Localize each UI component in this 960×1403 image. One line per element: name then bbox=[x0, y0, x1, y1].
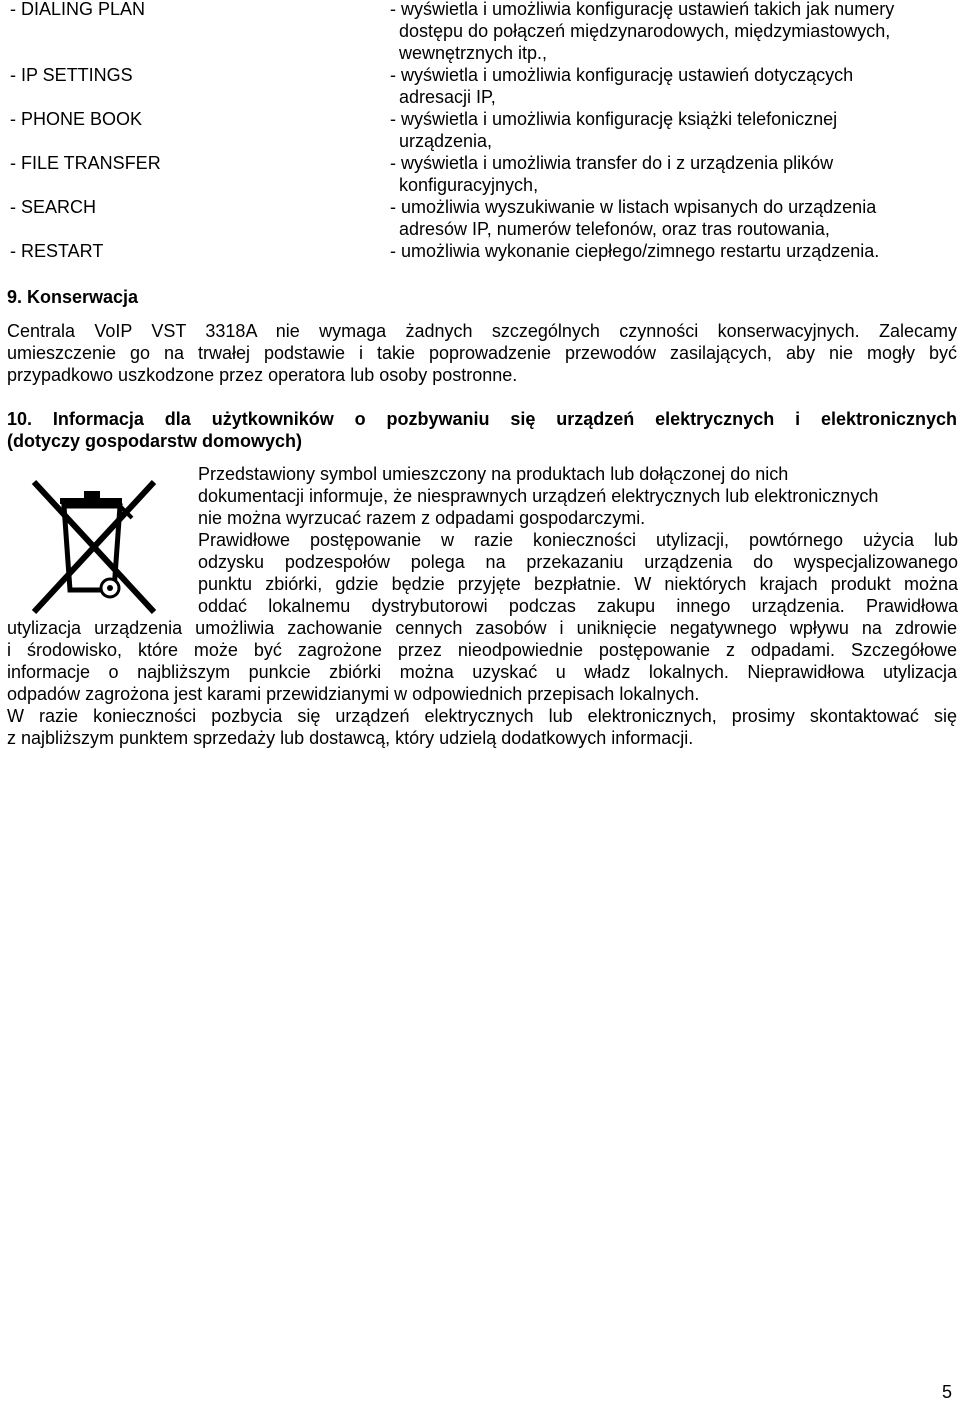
description-line: - wyświetla i umożliwia transfer do i z urządzenia plików bbox=[390, 153, 834, 173]
paragraph-line: dokumentacji informuje, że niesprawnych urządzeń elektrycznych lub elektronicznych bbox=[198, 486, 879, 506]
paragraph-line: nie można wyrzucać razem z odpadami gospodarczymi. bbox=[198, 508, 646, 528]
menu-item-name: - IP SETTINGS bbox=[10, 65, 133, 85]
menu-item-description bbox=[390, 0, 955, 64]
menu-item-name: - RESTART bbox=[10, 241, 104, 261]
section-9-heading: 9. Konserwacja bbox=[7, 287, 139, 307]
paragraph-line: i środowisko, które może być zagrożone przez nieodpowiednie postępowanie z odpadami. Szczegółowe bbox=[7, 640, 957, 660]
menu-item-name: - SEARCH bbox=[10, 197, 97, 217]
paragraph-line: informacje o najbliższym punkcie zbiórki można uzyskać u władz lokalnych. Nieprawidłowa utylizacja bbox=[7, 662, 957, 682]
description-line: dostępu do połączeń międzynarodowych, międzymiastowych, bbox=[399, 21, 891, 41]
menu-item-name: - PHONE BOOK bbox=[10, 109, 143, 129]
paragraph-line: przypadkowo uszkodzone przez operatora lub osoby postronne. bbox=[7, 365, 518, 385]
description-line: adresów IP, numerów telefonów, oraz tras routowania, bbox=[399, 219, 830, 239]
paragraph-line: Prawidłowe postępowanie w razie konieczności utylizacji, powtórnego użycia lub bbox=[198, 530, 958, 550]
description-line: - wyświetla i umożliwia konfigurację książki telefonicznej bbox=[390, 109, 838, 129]
description-line: - wyświetla i umożliwia konfigurację ustawień dotyczących bbox=[390, 65, 854, 85]
description-line: - wyświetla i umożliwia konfigurację ustawień takich jak numery bbox=[390, 0, 895, 19]
heading-line: (dotyczy gospodarstw domowych) bbox=[7, 431, 303, 451]
page-number: 5 bbox=[941, 1382, 952, 1402]
menu-item-ip-settings bbox=[10, 64, 955, 108]
section-10-heading bbox=[7, 408, 957, 452]
description-line: konfiguracyjnych, bbox=[399, 175, 539, 195]
paragraph-line: odpadów zagrożona jest karami przewidzianymi w odpowiednich przepisach lokalnych. bbox=[7, 684, 700, 704]
heading-line: 10. Informacja dla użytkowników o pozbywaniu się urządzeń elektrycznych i elektronicznych bbox=[7, 409, 957, 429]
menu-item-restart bbox=[10, 240, 955, 262]
menu-item-description bbox=[390, 196, 955, 240]
description-line: urządzenia, bbox=[399, 131, 493, 151]
menu-item-name: - FILE TRANSFER bbox=[10, 153, 161, 173]
menu-item-search bbox=[10, 196, 955, 240]
section-10-side-text bbox=[198, 463, 958, 617]
description-line: adresacji IP, bbox=[399, 87, 496, 107]
paragraph-line: Centrala VoIP VST 3318A nie wymaga żadnych szczególnych czynności konserwacyjnych. Zalecamy bbox=[7, 321, 957, 341]
paragraph-line: punktu zbiórki, gdzie będzie przyjęte bezpłatnie. W niektórych krajach produkt można bbox=[198, 574, 958, 594]
menu-item-file-transfer bbox=[10, 152, 955, 196]
menu-item-description bbox=[390, 240, 955, 262]
paragraph-line: utylizacja urządzenia umożliwia zachowanie cennych zasobów i uniknięcie negatywnego wpływu na zdrowie bbox=[7, 618, 957, 638]
menu-item-description bbox=[390, 108, 955, 152]
paragraph-line: umieszczenie go na trwałej podstawie i takie poprowadzenie przewodów zasilających, aby nie mogły być bbox=[7, 343, 957, 363]
section-10-paragraph bbox=[7, 617, 957, 749]
menu-item-description bbox=[390, 64, 955, 108]
menu-item-description bbox=[390, 152, 955, 196]
description-line: - umożliwia wykonanie ciepłego/zimnego restartu urządzenia. bbox=[390, 241, 880, 261]
menu-item-phone-book bbox=[10, 108, 955, 152]
description-line: - umożliwia wyszukiwanie w listach wpisanych do urządzenia bbox=[390, 197, 877, 217]
menu-items-list bbox=[10, 0, 955, 262]
paragraph-line: oddać lokalnemu dystrybutorowi podczas zakupu innego urządzenia. Prawidłowa bbox=[198, 596, 958, 616]
crossed-out-wheelie-bin-icon bbox=[30, 478, 160, 618]
menu-item-name: - DIALING PLAN bbox=[10, 0, 146, 19]
menu-item-dialing-plan bbox=[10, 0, 955, 64]
paragraph-line: z najbliższym punktem sprzedaży lub dostawcą, który udzielą dodatkowych informacji. bbox=[7, 728, 694, 748]
paragraph-line: Przedstawiony symbol umieszczony na produktach lub dołączonej do nich bbox=[198, 464, 789, 484]
section-9-paragraph bbox=[7, 320, 957, 386]
paragraph-line: odzysku podzespołów polega na przekazaniu urządzenia do wyspecjalizowanego bbox=[198, 552, 958, 572]
description-line: wewnętrznych itp., bbox=[399, 43, 548, 63]
paragraph-line: W razie konieczności pozbycia się urządzeń elektrycznych lub elektronicznych, prosimy skontaktować się bbox=[7, 706, 957, 726]
